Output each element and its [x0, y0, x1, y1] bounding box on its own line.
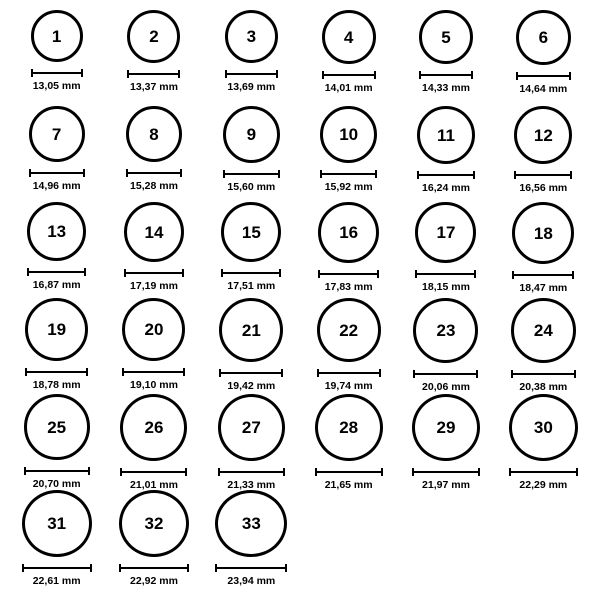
- diameter-label: 18,78 mm: [32, 379, 81, 391]
- diameter-label: 16,87 mm: [32, 279, 81, 291]
- diameter-measure-bar: [219, 369, 283, 377]
- measure-cap-right: [81, 69, 83, 77]
- diameter-label: 15,92 mm: [324, 181, 373, 193]
- ring-size-label: 20: [144, 320, 164, 339]
- measure-cap-left: [412, 468, 414, 476]
- ring-circle: [415, 202, 476, 263]
- diameter-measure-bar: [24, 467, 90, 475]
- ring-circle: [320, 106, 377, 163]
- ring-size-label: 3: [246, 27, 257, 46]
- diameter-measure-bar: [511, 370, 576, 378]
- ring-size-label: 26: [144, 417, 164, 437]
- diameter-measure-bar: [124, 269, 184, 277]
- measure-line: [317, 372, 381, 374]
- measure-cap-left: [318, 270, 320, 278]
- measure-line: [225, 73, 278, 75]
- measure-cap-left: [511, 370, 513, 378]
- measure-cap-left: [317, 369, 319, 377]
- measure-line: [514, 174, 572, 176]
- measure-cap-right: [285, 564, 287, 572]
- measure-cap-left: [221, 269, 223, 277]
- diameter-measure-bar: [516, 72, 571, 80]
- diameter-label: 17,83 mm: [324, 281, 373, 293]
- ring-size-cell: [397, 394, 494, 490]
- diameter-measure-bar: [322, 71, 376, 79]
- measure-line: [320, 173, 377, 175]
- measure-cap-left: [512, 271, 514, 279]
- ring-size-cell: [495, 202, 592, 298]
- measure-line: [127, 73, 180, 75]
- ring-size-cell: [105, 202, 202, 298]
- measure-cap-right: [374, 71, 376, 79]
- measure-cap-left: [119, 564, 121, 572]
- diameter-measure-bar: [412, 468, 480, 476]
- ring-size-label: 24: [533, 321, 553, 340]
- ring-size-label: 14: [144, 222, 164, 242]
- measure-cap-left: [218, 468, 220, 476]
- diameter-label: 23,94 mm: [227, 574, 276, 587]
- ring-circle: [119, 490, 189, 557]
- measure-cap-right: [90, 564, 92, 572]
- measure-cap-right: [474, 270, 476, 278]
- ring-size-cell: [8, 106, 105, 202]
- diameter-measure-bar: [318, 270, 379, 278]
- diameter-label: 17,19 mm: [130, 280, 178, 292]
- ring-circle: [120, 394, 187, 461]
- ring-size-cell: [105, 10, 202, 106]
- ring-size-label: 23: [436, 321, 456, 340]
- diameter-label: 19,74 mm: [324, 380, 373, 392]
- ring-size-cell: [397, 10, 494, 106]
- diameter-label: 13,37 mm: [130, 81, 178, 93]
- measure-cap-left: [120, 468, 122, 476]
- measure-line: [415, 273, 476, 275]
- measure-cap-right: [187, 564, 189, 572]
- ring-size-cell: [105, 106, 202, 202]
- ring-size-label: 29: [436, 417, 456, 437]
- diameter-label: 19,42 mm: [227, 380, 276, 392]
- measure-cap-left: [122, 368, 124, 376]
- ring-circle: [25, 298, 88, 361]
- ring-size-cell: [495, 298, 592, 394]
- diameter-measure-bar: [225, 70, 278, 78]
- diameter-measure-bar: [29, 169, 85, 177]
- ring-circle: [122, 298, 185, 361]
- diameter-measure-bar: [417, 171, 475, 179]
- measure-line: [318, 273, 379, 275]
- measure-cap-left: [215, 564, 217, 572]
- measure-cap-left: [219, 369, 221, 377]
- diameter-label: 22,61 mm: [32, 574, 81, 587]
- measure-line: [322, 74, 376, 76]
- measure-line: [315, 471, 383, 473]
- ring-size-cell: [8, 490, 105, 586]
- measure-line: [119, 567, 189, 569]
- diameter-label: 19,10 mm: [130, 379, 178, 391]
- ring-size-label: 2: [149, 27, 159, 46]
- ring-size-label: 31: [47, 513, 67, 533]
- ring-size-cell: [300, 394, 397, 490]
- measure-cap-right: [279, 269, 281, 277]
- diameter-label: 22,29 mm: [519, 478, 568, 491]
- measure-line: [417, 174, 475, 176]
- diameter-measure-bar: [419, 71, 473, 79]
- measure-cap-right: [471, 71, 473, 79]
- ring-size-label: 15: [241, 222, 261, 242]
- measure-cap-right: [178, 70, 180, 78]
- measure-line: [29, 172, 85, 174]
- ring-circle: [512, 202, 574, 264]
- measure-line: [223, 173, 280, 175]
- ring-size-cell: [203, 106, 300, 202]
- diameter-measure-bar: [27, 268, 86, 276]
- measure-line: [512, 274, 574, 276]
- diameter-label: 15,60 mm: [227, 181, 276, 193]
- diameter-measure-bar: [413, 370, 478, 378]
- measure-cap-right: [182, 269, 184, 277]
- diameter-label: 20,38 mm: [519, 381, 568, 393]
- ring-size-cell: [397, 202, 494, 298]
- ring-size-label: 33: [241, 514, 261, 534]
- measure-cap-left: [25, 368, 27, 376]
- measure-cap-right: [86, 368, 88, 376]
- ring-size-cell: [8, 10, 105, 106]
- ring-circle: [318, 202, 379, 263]
- ring-size-label: 8: [149, 124, 159, 144]
- ring-circle: [511, 298, 576, 363]
- measure-cap-right: [180, 169, 182, 177]
- measure-cap-left: [419, 71, 421, 79]
- diameter-label: 21,65 mm: [324, 478, 373, 491]
- measure-cap-left: [223, 170, 225, 178]
- measure-cap-left: [417, 171, 419, 179]
- measure-cap-left: [514, 171, 516, 179]
- ring-circle: [31, 10, 83, 62]
- diameter-measure-bar: [315, 468, 383, 476]
- diameter-label: 14,01 mm: [324, 82, 373, 94]
- measure-cap-right: [569, 72, 571, 80]
- measure-line: [25, 371, 88, 373]
- diameter-measure-bar: [122, 368, 185, 376]
- diameter-label: 21,01 mm: [130, 478, 178, 491]
- measure-line: [509, 471, 578, 473]
- measure-cap-right: [379, 369, 381, 377]
- diameter-label: 14,96 mm: [32, 180, 81, 192]
- ring-size-label: 18: [533, 223, 553, 243]
- measure-cap-left: [31, 69, 33, 77]
- measure-cap-left: [29, 169, 31, 177]
- diameter-label: 13,69 mm: [227, 81, 276, 93]
- measure-line: [122, 371, 185, 373]
- ring-circle: [126, 106, 182, 162]
- measure-cap-left: [413, 370, 415, 378]
- ring-size-grid: [8, 10, 592, 586]
- ring-size-label: 30: [533, 417, 553, 437]
- diameter-label: 17,51 mm: [227, 280, 276, 292]
- ring-size-cell: [8, 394, 105, 490]
- ring-size-cell: [300, 298, 397, 394]
- ring-size-cell: [300, 106, 397, 202]
- measure-line: [124, 272, 184, 274]
- measure-cap-right: [478, 468, 480, 476]
- ring-size-label: 5: [441, 27, 451, 47]
- measure-line: [511, 373, 576, 375]
- diameter-label: 16,56 mm: [519, 182, 568, 194]
- measure-cap-right: [377, 270, 379, 278]
- ring-size-label: 7: [51, 124, 62, 144]
- measure-line: [412, 471, 480, 473]
- diameter-measure-bar: [22, 564, 92, 572]
- diameter-label: 20,06 mm: [422, 381, 470, 393]
- diameter-measure-bar: [512, 271, 574, 279]
- ring-size-label: 9: [246, 125, 257, 144]
- measure-cap-left: [320, 170, 322, 178]
- measure-cap-left: [127, 70, 129, 78]
- measure-cap-right: [381, 468, 383, 476]
- ring-size-cell: [105, 490, 202, 586]
- ring-size-label: 6: [538, 28, 549, 47]
- measure-cap-left: [124, 269, 126, 277]
- ring-size-label: 12: [533, 125, 553, 145]
- diameter-label: 18,47 mm: [519, 282, 568, 294]
- ring-circle: [315, 394, 383, 461]
- ring-circle: [516, 10, 571, 65]
- measure-cap-right: [183, 368, 185, 376]
- ring-size-label: 19: [47, 320, 67, 339]
- measure-cap-right: [278, 170, 280, 178]
- diameter-measure-bar: [221, 269, 281, 277]
- measure-cap-right: [572, 271, 574, 279]
- ring-size-cell: [495, 10, 592, 106]
- measure-line: [516, 75, 571, 77]
- ring-circle: [218, 394, 285, 461]
- ring-circle: [24, 394, 90, 460]
- diameter-measure-bar: [31, 69, 83, 77]
- diameter-measure-bar: [215, 564, 287, 571]
- ring-size-cell: [203, 394, 300, 490]
- ring-size-cell: [203, 298, 300, 394]
- ring-size-cell: [105, 394, 202, 490]
- ring-size-label: 4: [343, 27, 354, 47]
- measure-line: [31, 72, 83, 74]
- measure-line: [419, 74, 473, 76]
- measure-cap-left: [225, 70, 227, 78]
- measure-cap-right: [276, 70, 278, 78]
- ring-size-label: 17: [436, 223, 456, 242]
- measure-line: [215, 567, 287, 569]
- measure-line: [413, 373, 478, 375]
- diameter-label: 22,92 mm: [130, 574, 178, 587]
- ring-size-cell: [203, 10, 300, 106]
- diameter-measure-bar: [317, 369, 381, 377]
- diameter-label: 21,97 mm: [422, 478, 470, 491]
- measure-line: [120, 471, 187, 473]
- ring-circle: [419, 10, 473, 64]
- measure-cap-right: [476, 370, 478, 378]
- ring-size-cell: [8, 202, 105, 298]
- diameter-measure-bar: [119, 564, 189, 572]
- measure-cap-right: [576, 468, 578, 476]
- measure-cap-right: [570, 171, 572, 179]
- ring-size-cell: [203, 490, 300, 586]
- diameter-measure-bar: [25, 368, 88, 376]
- measure-cap-left: [509, 468, 511, 476]
- diameter-measure-bar: [509, 468, 578, 476]
- diameter-measure-bar: [126, 169, 182, 177]
- diameter-measure-bar: [127, 70, 180, 78]
- ring-size-label: 32: [144, 513, 164, 533]
- measure-cap-left: [516, 72, 518, 80]
- ring-size-label: 25: [47, 417, 67, 437]
- measure-line: [221, 272, 281, 274]
- ring-size-label: 11: [436, 125, 455, 145]
- measure-cap-right: [574, 370, 576, 378]
- measure-line: [24, 470, 90, 472]
- ring-circle: [27, 202, 86, 261]
- diameter-label: 15,28 mm: [130, 180, 178, 192]
- ring-circle: [223, 106, 280, 163]
- measure-cap-right: [283, 468, 285, 476]
- diameter-label: 14,33 mm: [422, 82, 470, 94]
- measure-line: [22, 567, 92, 569]
- ring-size-label: 1: [51, 26, 62, 46]
- diameter-label: 18,15 mm: [422, 281, 470, 293]
- measure-cap-right: [281, 369, 283, 377]
- ring-circle: [29, 106, 85, 162]
- diameter-label: 16,24 mm: [422, 182, 470, 194]
- ring-size-label: 21: [241, 320, 261, 340]
- ring-size-label: 22: [339, 320, 359, 340]
- ring-circle: [124, 202, 184, 262]
- measure-cap-left: [27, 268, 29, 276]
- ring-size-label: 28: [339, 417, 359, 437]
- ring-circle: [22, 490, 92, 557]
- ring-circle: [221, 202, 281, 262]
- ring-size-label: 10: [339, 125, 359, 144]
- ring-size-cell: [300, 202, 397, 298]
- measure-cap-right: [84, 268, 86, 276]
- ring-size-cell: [397, 298, 494, 394]
- diameter-label: 13,05 mm: [32, 80, 81, 92]
- measure-cap-right: [185, 468, 187, 476]
- measure-cap-left: [322, 71, 324, 79]
- ring-circle: [413, 298, 478, 363]
- ring-circle: [127, 10, 180, 63]
- measure-cap-right: [375, 170, 377, 178]
- ring-size-cell: [105, 298, 202, 394]
- ring-size-label: 13: [47, 222, 67, 241]
- ring-circle: [225, 10, 278, 63]
- ring-circle: [417, 106, 475, 164]
- diameter-measure-bar: [223, 170, 280, 178]
- diameter-label: 21,33 mm: [227, 478, 276, 491]
- ring-circle: [514, 106, 572, 164]
- ring-circle: [322, 10, 376, 64]
- ring-size-cell: [8, 298, 105, 394]
- measure-line: [219, 372, 283, 374]
- ring-circle: [215, 490, 287, 557]
- measure-cap-left: [22, 564, 24, 572]
- ring-circle: [412, 394, 480, 461]
- measure-line: [27, 271, 86, 273]
- measure-cap-right: [83, 169, 85, 177]
- ring-size-cell: [203, 202, 300, 298]
- measure-line: [126, 172, 182, 174]
- ring-size-cell: [495, 394, 592, 490]
- measure-cap-left: [126, 169, 128, 177]
- measure-cap-right: [88, 467, 90, 475]
- diameter-measure-bar: [120, 468, 187, 476]
- diameter-label: 14,64 mm: [519, 83, 568, 95]
- ring-size-cell: [300, 10, 397, 106]
- ring-circle: [317, 298, 381, 362]
- ring-circle: [219, 298, 283, 362]
- diameter-measure-bar: [218, 468, 285, 476]
- diameter-measure-bar: [415, 270, 476, 278]
- measure-cap-left: [315, 468, 317, 476]
- ring-size-cell: [495, 106, 592, 202]
- measure-cap-left: [415, 270, 417, 278]
- ring-circle: [509, 394, 578, 461]
- ring-size-label: 16: [339, 223, 359, 242]
- measure-line: [218, 471, 285, 473]
- ring-size-cell: [397, 106, 494, 202]
- diameter-measure-bar: [514, 171, 572, 179]
- diameter-measure-bar: [320, 170, 377, 178]
- ring-size-label: 27: [241, 417, 261, 437]
- diameter-label: 20,70 mm: [32, 478, 81, 490]
- measure-cap-right: [473, 171, 475, 179]
- measure-cap-left: [24, 467, 26, 475]
